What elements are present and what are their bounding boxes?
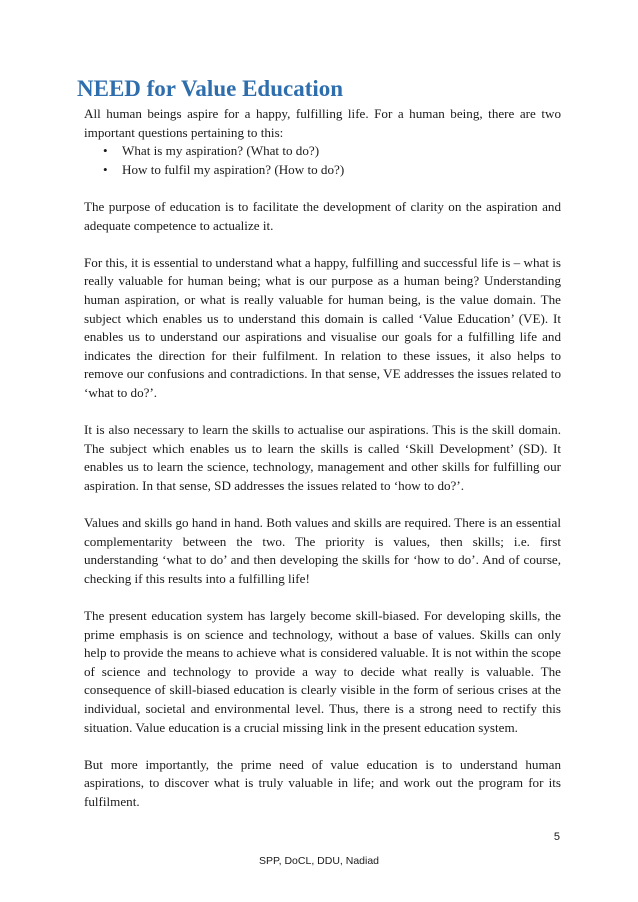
page-number: 5 <box>553 831 560 843</box>
page-footer: SPP, DoCL, DDU, Nadiad <box>258 855 380 867</box>
paragraph-value-domain: For this, it is essential to understand what a happy, fulfilling and successful life is – what is really valuable for human being; what is our purpose as a human being? Understanding human aspiration, or what is really valuable for human being, is the value domain. The subject which enables us to understand this domain is called ‘Value Education’ (VE). It enables us to understand our aspirations and visualise our goals for a fulfilling life and indicates the direction for their fulfilment. In relation to these issues, it also helps to remove our confusions and contradictions. In that sense, VE addresses the issues related to ‘what to do?’. <box>84 254 561 400</box>
list-item-text: What is my aspiration? (What to do?) <box>122 143 320 159</box>
bullet-icon: • <box>103 161 108 177</box>
intro-paragraph: All human beings aspire for a happy, fulfilling life. For a human being, there are two important questions pertaining to this: <box>84 106 561 140</box>
paragraph-purpose: The purpose of education is to facilitate the development of clarity on the aspiration and adequate competence to actualize it. <box>84 198 561 233</box>
paragraph-values-and-skills: Values and skills go hand in hand. Both values and skills are required. There is an essential complementarity between the two. The priority is values, then skills; i.e. first understanding ‘what to do’ and then developing the skills for ‘how to do’. And of course, checking if this results into a fulfilling life! <box>84 515 561 586</box>
paragraph-skill-domain: It is also necessary to learn the skills to actualise our aspirations. This is the skill domain. The subject which enables us to learn the skills is called ‘Skill Development’ (SD). It enables us to learn the science, technology, management and other skills for fulfilling our aspiration. In that sense, SD addresses the issues related to ‘how to do?’. <box>84 422 561 493</box>
page-title: NEED for Value Education <box>77 76 344 101</box>
body-text <box>84 105 561 830</box>
bullet-icon: • <box>103 143 108 159</box>
list-item <box>84 142 561 161</box>
paragraph-prime-need: But more importantly, the prime need of value education is to understand human aspirations, to discover what is truly valuable in life; and work out the program for its fulfilment. <box>84 756 561 809</box>
paragraph-skill-biased-system: The present education system has largely become skill-biased. For developing skills, the prime emphasis is on science and technology, without a base of values. Skills can only help to provide the means to achieve what is considered valuable. It is not within the scope of science and technology to provide a way to decide what really is valuable. The consequence of skill-biased education is clearly visible in the form of serious crises at the individual, societal and environmental level. Thus, there is a strong need to rectify this situation. Value education is a crucial missing link in the present education system. <box>84 608 561 735</box>
list-item-text: How to fulfil my aspiration? (How to do?) <box>122 161 345 177</box>
list-item <box>84 161 561 180</box>
question-list <box>84 142 561 179</box>
